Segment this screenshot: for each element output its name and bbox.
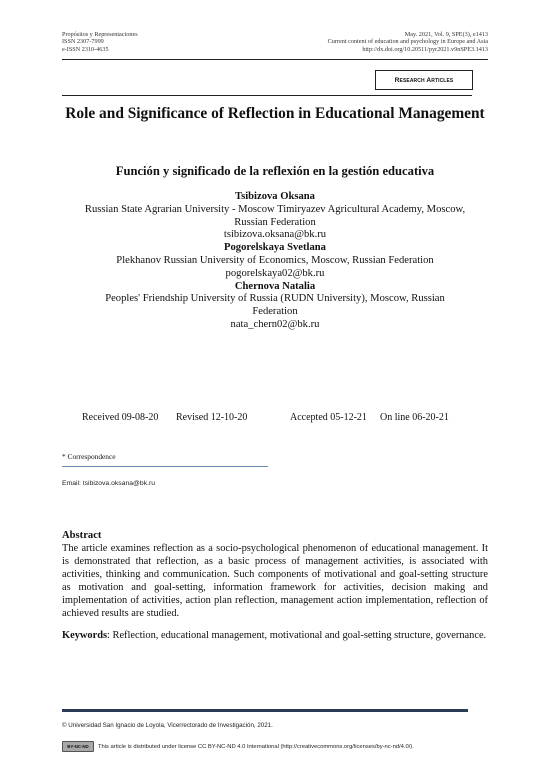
author-email[interactable]: tsibizova.oksana@bk.ru bbox=[223, 229, 327, 241]
author-name: Tsibizova Oksana bbox=[235, 191, 315, 202]
issn: ISSN 2307-7999 bbox=[62, 38, 104, 46]
footer-divider bbox=[62, 709, 468, 712]
author-name: Pogorelskaya Svetlana bbox=[224, 242, 326, 254]
cc-badge-label: BY-NC-ND bbox=[67, 744, 89, 749]
abstract-heading: Abstract bbox=[62, 530, 102, 541]
journal-header-right bbox=[328, 31, 488, 53]
author-affiliation: Russian State Agrarian University - Moscow Timiryazev Agricultural Academy, Moscow, Russian Federation bbox=[84, 203, 466, 228]
author-name: Chernova Natalia bbox=[234, 280, 316, 292]
author-email[interactable]: pogorelskaya02@bk.ru bbox=[225, 267, 325, 279]
license-row bbox=[62, 741, 414, 752]
article-title: Role and Significance of Reflection in Educational Management bbox=[65, 105, 485, 122]
journal-name: Propósitos y Representaciones bbox=[62, 31, 138, 38]
cc-license-icon[interactable] bbox=[62, 741, 94, 752]
header-divider bbox=[62, 59, 488, 60]
section-label-box bbox=[375, 70, 473, 90]
author-email[interactable]: nata_chern02@bk.ru bbox=[230, 318, 320, 330]
license-text: This article is distributed under license CC BY-NC-ND 4.0 International (http://creativecommons.org/licenses/by-nc-nd/4.0/). bbox=[98, 743, 414, 750]
article-subtitle: Función y significado de la reflexión en la gestión educativa bbox=[115, 164, 435, 178]
author-block bbox=[62, 191, 488, 332]
section-label: Research Articles bbox=[394, 76, 454, 84]
correspondence-email[interactable]: Email: tsibizova.oksana@bk.ru bbox=[62, 480, 156, 487]
e-issn: e-ISSN 2310-4635 bbox=[62, 45, 109, 53]
keywords bbox=[62, 630, 488, 643]
keywords-text: : Reflection, educational management, motivational and goal-setting structure, governance. bbox=[107, 630, 487, 641]
author-affiliation: Plekhanov Russian University of Economics, Moscow, Russian Federation bbox=[116, 254, 434, 266]
keywords-label: Keywords bbox=[62, 630, 108, 641]
correspondence-divider bbox=[62, 466, 268, 467]
received-date: Received 09-08-20 bbox=[82, 412, 159, 423]
abstract-text: The article examines reflection as a socio-psychological phenomenon of educational management. It is demonstrated that reflection, as a basic process of management activities, is associated with activities, thinking and communication. Such components of motivational and goal-setting structure as motivation and goal-setting, information framework for activities, decision making and implementation of activities, action plan reflection, management action implementation, reflection of achieved results are studied. bbox=[62, 543, 488, 619]
journal-header-left bbox=[62, 31, 138, 53]
correspondence-label: * Correspondence bbox=[62, 452, 116, 461]
author-affiliation: Peoples' Friendship University of Russia (RUDN University), Moscow, Russian Federation bbox=[105, 293, 445, 318]
issue-info: May. 2021, Vol. 9, SPE(3), e1413 bbox=[404, 31, 488, 38]
copyright-notice: © Universidad San Ignacio de Loyola, Vicerrectorado de Investigación, 2021. bbox=[62, 722, 273, 729]
accepted-date: Accepted 05-12-21 bbox=[290, 412, 367, 423]
doi-link[interactable]: http://dx.doi.org/10.20511/pyr2021.v9nSPE3.1413 bbox=[362, 45, 488, 53]
revised-date: Revised 12-10-20 bbox=[176, 412, 248, 423]
online-date: On line 06-20-21 bbox=[380, 412, 449, 423]
section-divider bbox=[62, 95, 472, 96]
special-issue-title: Current content of education and psychology in Europe and Asia bbox=[327, 38, 488, 46]
